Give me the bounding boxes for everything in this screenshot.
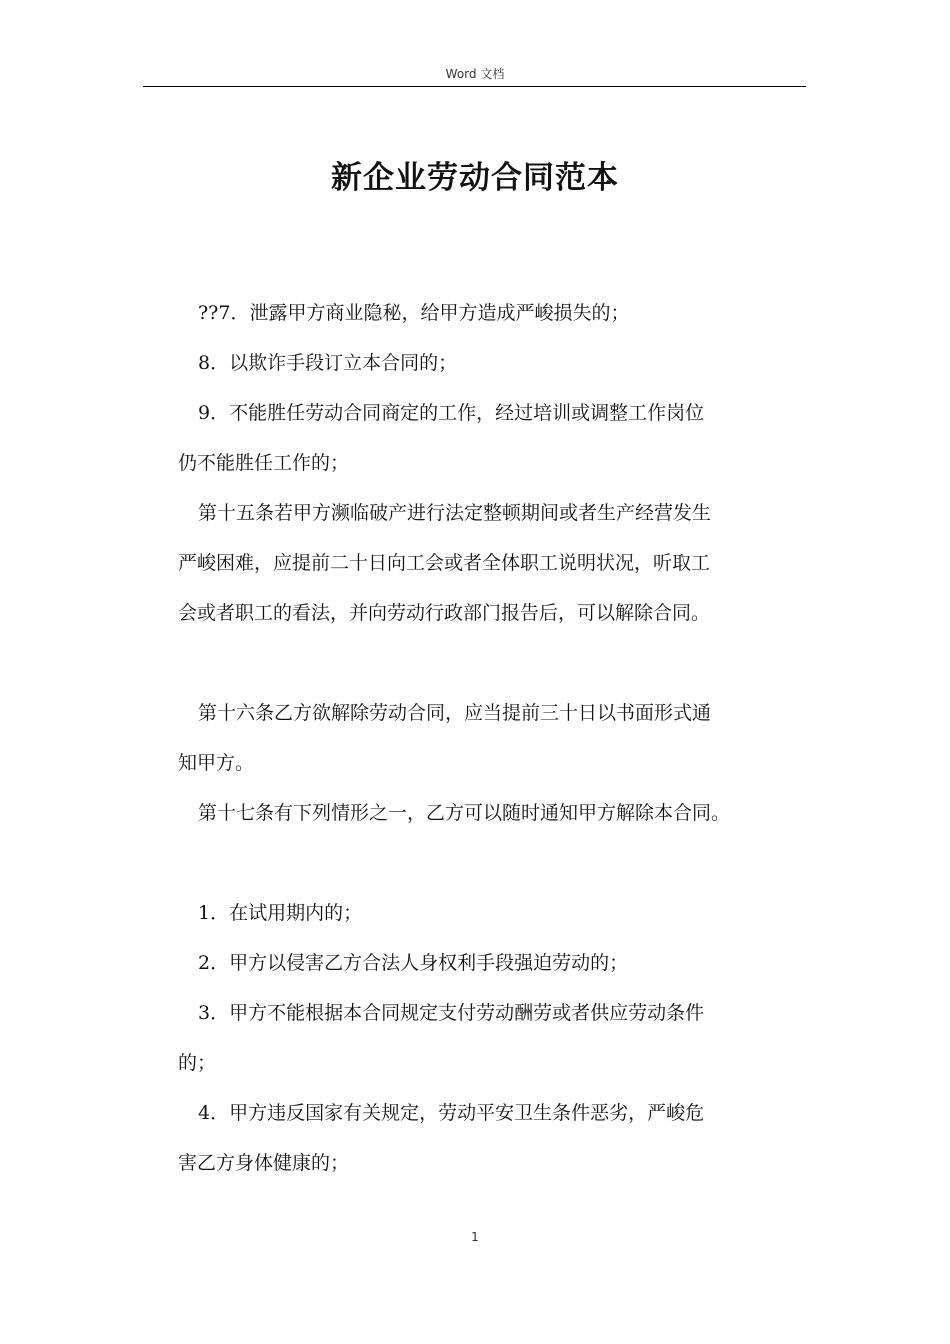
paragraph-gap: [178, 638, 818, 688]
body-line: 9．不能胜任劳动合同商定的工作，经过培训或调整工作岗位: [198, 402, 705, 424]
body-line: 会或者职工的看法，并向劳动行政部门报告后，可以解除合同。: [178, 602, 711, 624]
page-number: 1: [471, 1230, 479, 1244]
body-line: 3．甲方不能根据本合同规定支付劳动酬劳或者供应劳动条件: [198, 1002, 705, 1024]
body-line: 第十七条有下列情形之一，乙方可以随时通知甲方解除本合同。: [198, 802, 731, 824]
body-line: 的；: [178, 1052, 217, 1074]
body-line: 1．在试用期内的；: [198, 902, 363, 924]
body-line: 2．甲方以侵害乙方合法人身权利手段强迫劳动的；: [198, 952, 629, 974]
body-line: 8．以欺诈手段订立本合同的；: [198, 352, 458, 374]
body-line: 4．甲方违反国家有关规定，劳动平安卫生条件恶劣，严峻危: [198, 1102, 705, 1124]
header-rule: [143, 86, 806, 87]
body-line: ??7．泄露甲方商业隐秘，给甲方造成严峻损失的；: [198, 302, 630, 324]
body-line: 严峻困难，应提前二十日向工会或者全体职工说明状况，听取工: [178, 552, 711, 574]
document-title: 新企业劳动合同范本: [331, 160, 619, 196]
page-header-label: Word 文档: [445, 67, 505, 81]
body-line: 知甲方。: [178, 752, 255, 774]
document-body: [178, 288, 818, 1188]
body-line: 第十六条乙方欲解除劳动合同，应当提前三十日以书面形式通: [198, 702, 712, 724]
paragraph-gap: [178, 838, 818, 888]
body-line: 第十五条若甲方濒临破产进行法定整顿期间或者生产经营发生: [198, 502, 712, 524]
body-line: 害乙方身体健康的；: [178, 1152, 350, 1174]
body-line: 仍不能胜任工作的；: [178, 452, 350, 474]
